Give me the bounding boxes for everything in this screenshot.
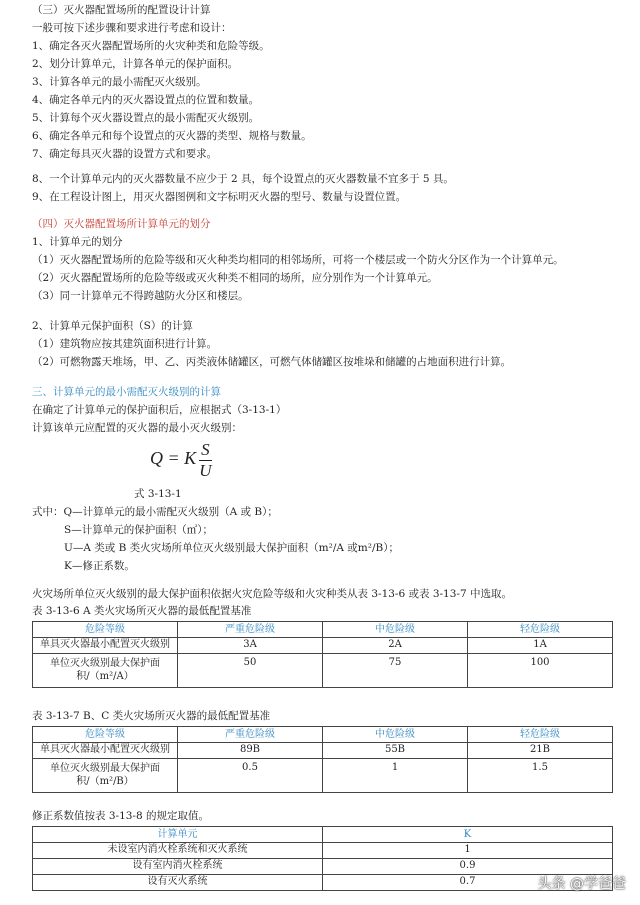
subsection-2: 2、计算单元保护面积（S）的计算	[32, 320, 193, 332]
table-2-header: 中危险级	[323, 727, 468, 743]
table-row	[33, 759, 613, 793]
rule-1-3: （3）同一计算单元不得跨越防火分区和楼层。	[32, 290, 249, 302]
table-cell: 1.5	[468, 759, 613, 793]
rule-1-2: （2）灭火器配置场所的危险等级或灭火种类不相同的场所，应分别作为一个计算单元。	[32, 272, 438, 284]
table-cell: 55B	[323, 743, 468, 759]
table-cell: 单具灭火器最小配置灭火级别	[33, 743, 178, 759]
table-cell: 1	[323, 759, 468, 793]
table-cell: 75	[323, 654, 468, 688]
step-7: 7、确定每具灭火器的设置方式和要求。	[32, 148, 218, 160]
definition-s: S—计算单元的保护面积（㎡）；	[64, 524, 213, 536]
table-2-header: 危险等级	[33, 727, 178, 743]
table-3-caption: 修正系数值按表 3-13-8 的规定取值。	[32, 810, 209, 822]
formula-fraction	[199, 440, 212, 480]
table-2-caption: 表 3-13-7 B、C 类火灾场所灭火器的最低配置基准	[32, 710, 271, 722]
table-row	[33, 654, 613, 688]
calc-line-1: 在确定了计算单元的保护面积后，应根据式（3-13-1）	[32, 404, 287, 416]
definition-u: U—A 类或 B 类火灾场所单位灭火级别最大保护面积（m²/A 或m²/B）；	[64, 542, 399, 554]
step-6: 6、确定各单元和每个设置点的灭火器的类型、规格与数量。	[32, 130, 312, 142]
step-2: 2、划分计算单元，计算各单元的保护面积。	[32, 58, 239, 70]
table-cell: 100	[468, 654, 613, 688]
definition-k: K—修正系数。	[64, 560, 135, 572]
table-3-header: K	[323, 827, 613, 843]
table-cell: 单位灭火级别最大保护面积/（m²/B）	[33, 759, 178, 793]
table-cell: 单具灭火器最小配置灭火级别	[33, 638, 178, 654]
watermark: 头条 @学爸爸	[537, 876, 626, 893]
table-cell: 1A	[468, 638, 613, 654]
table-cell: 89B	[178, 743, 323, 759]
table-row	[33, 843, 613, 859]
table-1-header: 中危险级	[323, 622, 468, 638]
formula-numerator: S	[201, 440, 210, 459]
step-9: 9、在工程设计图上，用灭火器图例和文字标明灭火器的型号、数量与设置位置。	[32, 191, 407, 203]
table-1-header: 危险等级	[33, 622, 178, 638]
table-cell: 1	[323, 843, 613, 859]
step-5: 5、计算每个灭火器设置点的最小需配灭火级别。	[32, 112, 260, 124]
step-1: 1、确定各灭火器配置场所的火灾种类和危险等级。	[32, 40, 270, 52]
table-1	[32, 621, 613, 688]
table-1-header: 轻危险级	[468, 622, 613, 638]
table-2-header: 轻危险级	[468, 727, 613, 743]
formula-lhs: Q = K	[150, 448, 197, 469]
rule-1-1: （1）灭火器配置场所的危险等级和灭火种类均相同的相邻场所，可将一个楼层或一个防火分区作为一个计算单元。	[32, 254, 564, 266]
table-row	[33, 875, 613, 891]
table-row	[33, 859, 613, 875]
section-3-title: （三）灭火器配置场所的配置设计计算	[32, 4, 211, 16]
table-cell: 21B	[468, 743, 613, 759]
step-8: 8、一个计算单元内的灭火器数量不应少于 2 具，每个设置点的灭火器数量不宜多于 5 具。	[32, 173, 454, 185]
table-3-header: 计算单元	[33, 827, 323, 843]
formula-denominator: U	[199, 460, 212, 480]
table-cell: 0.7	[323, 875, 613, 891]
table-3	[32, 826, 613, 891]
table-cell: 设有灭火系统	[33, 875, 323, 891]
rule-2-2: （2）可燃物露天堆场，甲、乙、丙类液体储罐区，可燃气体储罐区按堆垛和储罐的占地面积进行计算。	[32, 356, 512, 368]
table-cell: 单位灭火级别最大保护面积/（m²/A）	[33, 654, 178, 688]
table-cell: 未设室内消火栓系统和灭火系统	[33, 843, 323, 859]
formula-label: 式 3-13-1	[134, 488, 182, 500]
table-row	[33, 638, 613, 654]
subsection-1: 1、计算单元的划分	[32, 236, 123, 248]
table-cell: 0.5	[178, 759, 323, 793]
calc-line-2: 计算该单元应配置的灭火器的最小灭火级别：	[32, 422, 242, 434]
table-2	[32, 726, 613, 793]
calc-title: 三、计算单元的最小需配灭火级别的计算	[32, 386, 221, 398]
table-cell: 2A	[323, 638, 468, 654]
section-3-intro: 一般可按下述步骤和要求进行考虑和设计：	[32, 22, 232, 34]
table-note: 火灾场所单位灭火级别的最大保护面积依据火灾危险等级和火灾种类从表 3-13-6 或表 3-13-7 中选取。	[32, 588, 512, 600]
table-row	[33, 743, 613, 759]
rule-2-1: （1）建筑物应按其建筑面积进行计算。	[32, 338, 218, 350]
table-cell: 设有室内消火栓系统	[33, 859, 323, 875]
definition-q: 式中：Q—计算单元的最小需配灭火级别（A 或 B）；	[32, 506, 278, 518]
table-1-header: 严重危险级	[178, 622, 323, 638]
table-2-header: 严重危险级	[178, 727, 323, 743]
table-cell: 0.9	[323, 859, 613, 875]
section-4-title: （四）灭火器配置场所计算单元的划分	[32, 218, 211, 230]
table-1-caption: 表 3-13-6 A 类火灾场所灭火器的最低配置基准	[32, 605, 252, 617]
formula	[150, 440, 212, 480]
step-4: 4、确定各单元内的灭火器设置点的位置和数量。	[32, 94, 260, 106]
table-cell: 50	[178, 654, 323, 688]
step-3: 3、计算各单元的最小需配灭火级别。	[32, 76, 207, 88]
table-cell: 3A	[178, 638, 323, 654]
